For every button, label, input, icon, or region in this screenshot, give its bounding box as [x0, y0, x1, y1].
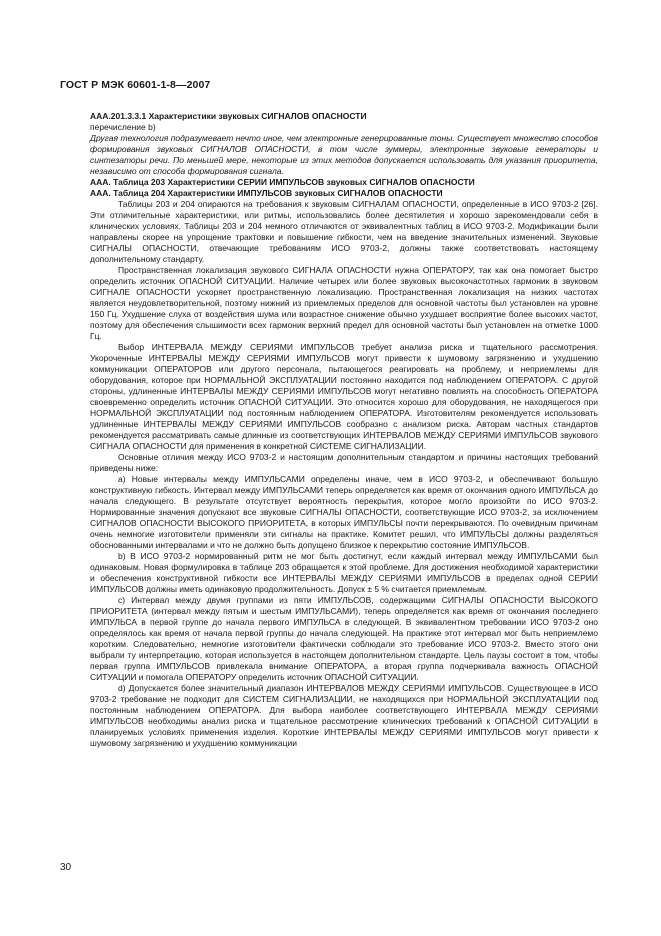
list-item-d: d) Допускается более значительный диапазон ИНТЕРВАЛОВ МЕЖДУ СЕРИЯМИ ИМПУЛЬСОВ. Существующее в ИСО 9703-2 требование не подходит для СИСТЕМ СИГНАЛИЗАЦИИ, не находящихся при НОРМАЛЬНОЙ ЭКСПЛУАТАЦИИ под постоянным наблюдением ОПЕРАТОРА. Для выбора наиболее соответствующего ИНТЕРВАЛА МЕЖДУ СЕРИЯМИ ИМПУЛЬСОВ необходимы анализ риска и тщательное рассмотрение клинических требований к ОПАСНОЙ СИТУАЦИИ в планируемых условиях применения изделия. Короткие ИНТЕРВАЛЫ МЕЖДУ СЕРИЯМИ ИМПУЛЬСОВ могут привести к шумовому загрязнению и ухудшению коммуникации — [90, 683, 598, 748]
list-item-b: b) В ИСО 9703-2 нормированный ритм не мог быть достигнут, если каждый интервал между ИМПУЛЬСАМИ был одинаковым. Новая формулировка в таблице 203 обращается к этой проблеме. Для достижения необходимой характеристики и обеспечения конструктивной гибкости все ИНТЕРВАЛЫ МЕЖДУ СЕРИЯМИ ИМПУЛЬСОВ в пределах одной СЕРИИ ИМПУЛЬСОВ должны иметь одинаковую продолжительность. Допуск ± 5 % считается приемлемым. — [90, 551, 598, 594]
paragraph: Таблицы 203 и 204 опираются на требования к звуковым СИГНАЛАМ ОПАСНОСТИ, определенные в ИСО 9703-2 [26]. Эти отличительные характеристики, или ритмы, использовались более десятилетия и хорошо зарекомендовали себя в клинических условиях. Таблицы 203 и 204 немного отличаются от эквивалентных таблиц в ИСО 9703-2. Модификации были направлены скорее на упрощение трактовки и повышение гибкости, чем на введение значительных изменений. Звуковые СИГНАЛЫ ОПАСНОСТИ, отвечающие требованиям ИСО 9703-2, должны также соответствовать настоящему дополнительному стандарту. — [90, 199, 598, 264]
document-header: ГОСТ Р МЭК 60601-1-8—2007 — [60, 79, 211, 91]
list-item-c: c) Интервал между двумя группами из пяти ИМПУЛЬСОВ, содержащими СИГНАЛЫ ОПАСНОСТИ ВЫСОКОГО ПРИОРИТЕТА (интервал между пятым и шестым ИМПУЛЬСАМИ), теперь определяется как время от окончания последнего ИМПУЛЬСА в первой группе до начала первого ИМПУЛЬСА в следующей. В эквивалентном требовании ИСО 9703-2 оно определялось как время от начала первой группы до начала следующей. На практике этот интервал мог быть неприемлемо коротким. Следовательно, немногие изготовители фактически соблюдали это требование ИСО 9703-2. Вместо этого они выбрали ту интерпретацию, которая используется в настоящем дополнительном стандарте. Цель паузы состоит в том, чтобы первая группа ИМПУЛЬСОВ привлекала внимание ОПЕРАТОРА, а вторая группа подчеркивала важность ОПАСНОЙ СИТУАЦИИ и помогала ОПЕРАТОРУ определить источник ОПАСНОЙ СИТУАЦИИ. — [90, 595, 598, 682]
table-203-title: AAA. Таблица 203 Характеристики СЕРИИ ИМПУЛЬСОВ звуковых СИГНАЛОВ ОПАСНОСТИ — [90, 177, 475, 187]
paragraph: Основные отличия между ИСО 9703-2 и настоящим дополнительным стандартом и причины настоящих требований приведены ниже: — [90, 452, 598, 473]
document-body — [90, 111, 598, 749]
table-204-title: AAA. Таблица 204 Характеристики ИМПУЛЬСОВ звуковых СИГНАЛОВ ОПАСНОСТИ — [90, 188, 443, 198]
list-item-a: a) Новые интервалы между ИМПУЛЬСАМИ определены иначе, чем в ИСО 9703-2, и обеспечивают большую конструктивную гибкость. Интервал между ИМПУЛЬСАМИ теперь определяется как время от окончания одного ИМПУЛЬСА до начала следующего. В результате отсутствует вероятность перекрытия, которое могло произойти по ИСО 9703-2. Нормированные значения допускают все звуковые СИГНАЛЫ ОПАСНОСТИ, соответствующие ИСО 9703-2, за исключением СИГНАЛОВ ОПАСНОСТИ ВЫСОКОГО ПРИОРИТЕТА, в которых ИМПУЛЬСЫ почти перекрываются. По очевидным причинам очень немногие изготовители применяли эти сигналы на практике. Комитет решил, что ИМПУЛЬСЫ должны разделяться обоснованными интервалами и что не должно быть допущено близкое к перекрытию состояние ИМПУЛЬСОВ. — [90, 474, 598, 550]
italic-note: Другая технология подразумевает нечто иное, чем электронные генерированные тоны. Существует множество способов формирования звуковых СИГНАЛОВ ОПАСНОСТИ, в том числе зуммеры, электронные звуковые генераторы и синтезаторы речи. По меньшей мере, некоторые из этих методов допускается использовать для указания приоритета, независимо от способа формирования сигнала. — [90, 133, 598, 176]
section-title: AAA.201.3.3.1 Характеристики звуковых СИГНАЛОВ ОПАСНОСТИ — [90, 111, 367, 121]
paragraph: Пространственная локализация звукового СИГНАЛА ОПАСНОСТИ нужна ОПЕРАТОРУ, так как она помогает быстро определить источник ОПАСНОЙ СИТУАЦИИ. Наличие четырех или более звуковых высокочастотных гармоник в звуковом СИГНАЛЕ ОПАСНОСТИ ускоряет пространственную локализацию. Пространственная локализация на низких частотах является неудовлетворительной, поэтому нижний из приемлемых пределов для основной частоты был установлен на уровне 150 Гц. Ухудшение слуха от воздействия шума или возрастное снижение обычно ухудшает восприятие более высоких частот, поэтому для обеспечения слышимости всех гармоник верхний предел для основной частоты был установлен на отметке 1000 Гц. — [90, 265, 598, 341]
enumeration-note: перечисление b) — [90, 122, 156, 132]
paragraph: Выбор ИНТЕРВАЛА МЕЖДУ СЕРИЯМИ ИМПУЛЬСОВ требует анализа риска и тщательного рассмотрения. Укороченные ИНТЕРВАЛЫ МЕЖДУ СЕРИЯМИ ИМПУЛЬСОВ могут привести к шумовому загрязнению и ухудшению коммуникации ОПЕРАТОРОВ или другого персонала, пытающегося реагировать на проблему, и неприемлемы для оборудования, которое при НОРМАЛЬНОЙ ЭКСПЛУАТАЦИИ постоянно находится под наблюдением ОПЕРАТОРА. С другой стороны, удлиненные ИНТЕРВАЛЫ МЕЖДУ СЕРИЯМИ ИМПУЛЬСОВ могут негативно повлиять на способность ОПЕРАТОРА своевременно определить источник ОПАСНОЙ СИТУАЦИИ. Это относится хорошо для оборудования, не находящегося при НОРМАЛЬНОЙ ЭКСПЛУАТАЦИИ под постоянным наблюдением ОПЕРАТОРА. Изготовителям рекомендуется использовать удлиненные ИНТЕРВАЛЫ МЕЖДУ СЕРИЯМИ ИМПУЛЬСОВ сообразно с анализом риска. Авторам частных стандартов рекомендуется рассматривать самые длинные из соответствующих ИНТЕРВАЛОВ МЕЖДУ СЕРИЯМИ ИМПУЛЬСОВ звукового СИГНАЛА ОПАСНОСТИ для применения в конкретной СИСТЕМЕ СИГНАЛИЗАЦИИ. — [90, 342, 598, 451]
page-number: 30 — [60, 862, 72, 873]
